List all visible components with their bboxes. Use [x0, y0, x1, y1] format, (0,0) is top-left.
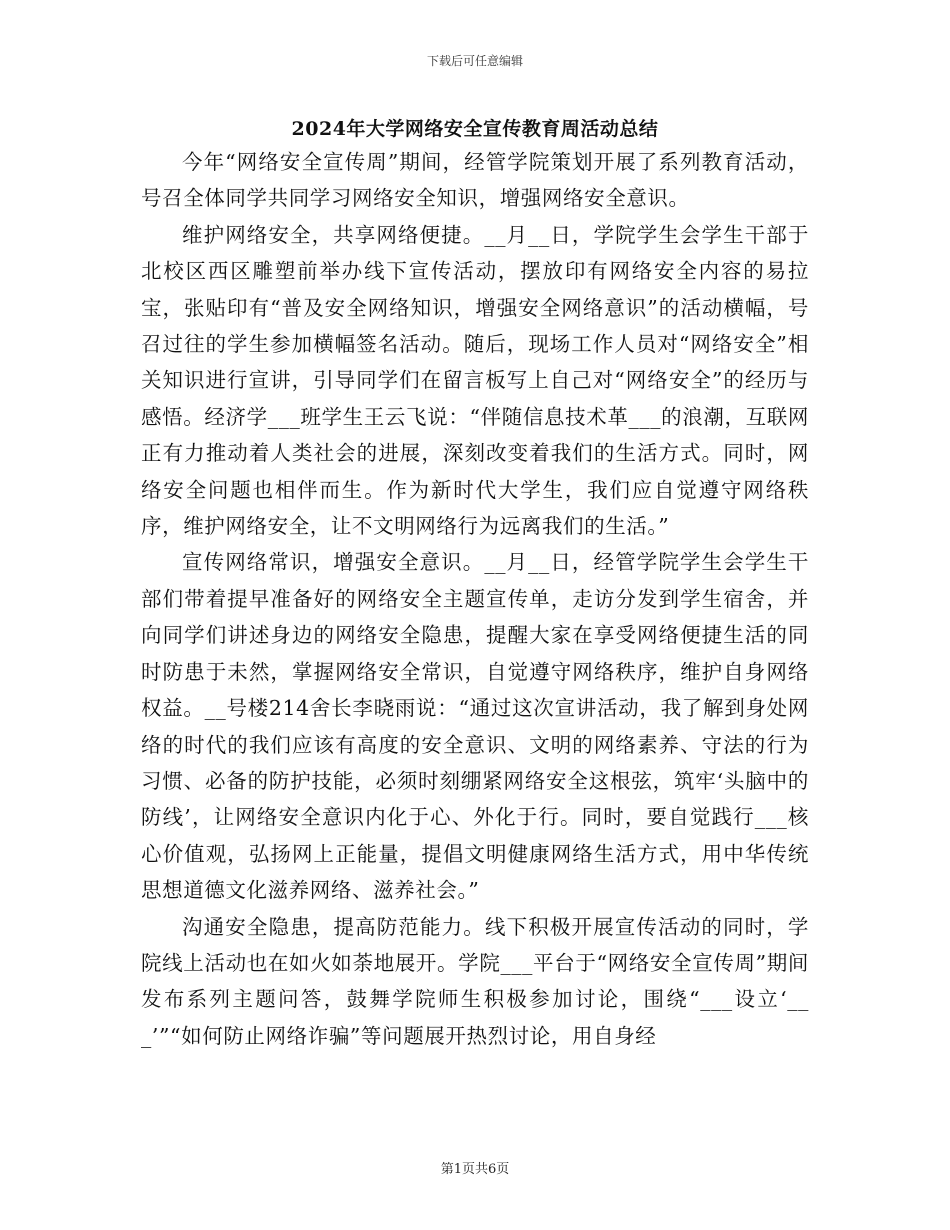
page-number-footer: 第1页共6页 — [440, 1162, 510, 1177]
paragraph-online-activities: 沟通安全隐患，提高防范能力。线下积极开展宣传活动的同时，学院线上活动也在如火如荼地展开。学院___平台于“网络安全宣传周”期间发布系列主题问答，鼓舞学院师生积极参加讨论，围绕“___设立‘___’”“如何防止网络诈骗”等问题展开热烈讨论，用自身经 — [141, 914, 809, 1048]
paragraph-dorm-leaflets: 宣传网络常识，增强安全意识。__月__日，经管学院学生会学生干部们带着提早准备好的网络安全主题宣传单，走访分发到学生宿舍，并向同学们讲述身边的网络安全隐患，提醒大家在享受网络便捷生活的同时防患于未然，掌握网络安全常识，自觉遵守网络秩序，维护自身网络权益。__号楼214舍长李晓雨说：“通过这次宣讲活动，我了解到身处网络的时代的我们应该有高度的安全意识、文明的网络素养、守法的行为习惯、必备的防护技能，必须时刻绷紧网络安全这根弦，筑牢‘头脑中的防线’，让网络安全意识内化于心、外化于行。同时，要自觉践行___核心价值观，弘扬网上正能量，提倡文明健康网络生活方式，用中华传统思想道德文化滋养网络、滋养社会。” — [141, 550, 809, 903]
paragraph-offline-campaign: 维护网络安全，共享网络便捷。__月__日，学院学生会学生干部于北校区西区雕塑前举办线下宣传活动，摆放印有网络安全内容的易拉宝，张贴印有“普及安全网络知识，增强安全网络意识”的活动横幅，号召过往的学生参加横幅签名活动。随后，现场工作人员对“网络安全”相关知识进行宣讲，引导同学们在留言板写上自己对“网络安全”的经历与感悟。经济学___班学生王云飞说：“伴随信息技术革___的浪潮，互联网正有力推动着人类社会的进展，深刻改变着我们的生活方式。同时，网络安全问题也相伴而生。作为新时代大学生，我们应自觉遵守网络秩序，维护网络安全，让不文明网络行为远离我们的生活。” — [141, 222, 809, 539]
document-title: 2024年大学网络安全宣传教育周活动总结 — [291, 118, 659, 140]
page-header-note: 下载后可任意编辑 — [426, 54, 523, 68]
document-body — [141, 144, 809, 1054]
paragraph-intro: 今年“网络安全宣传周”期间，经管学院策划开展了系列教育活动，号召全体同学共同学习网络安全知识，增强网络安全意识。 — [141, 150, 809, 211]
